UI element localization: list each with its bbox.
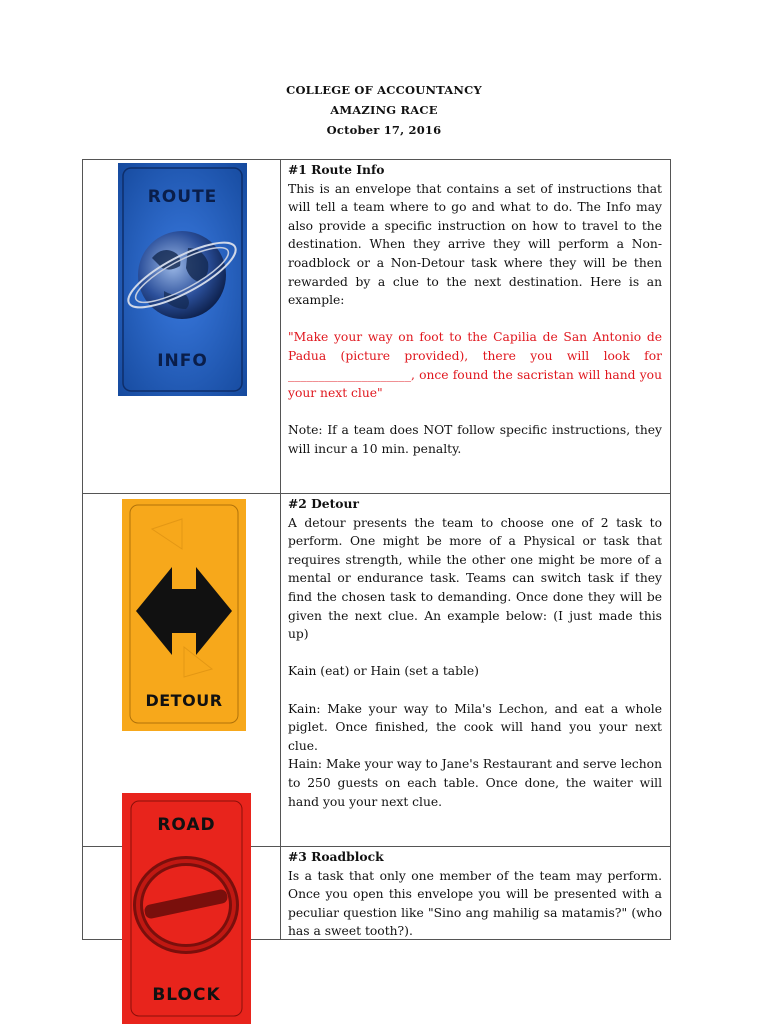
route-info-note: Note: If a team does NOT follow specific instructions, they will incur a 10 min. penalty.: [288, 423, 662, 456]
detour-kain: Kain: Make your way to Mila's Lechon, and eat a whole piglet. Once finished, the cook will hand you your next clue.: [288, 701, 662, 753]
detour-card-label: DETOUR: [145, 691, 223, 710]
detour-card: [122, 499, 246, 731]
roadblock-description: [288, 848, 662, 941]
event-date: October 17, 2016: [326, 123, 442, 137]
route-info-card: [118, 163, 247, 396]
table-row-divider: [82, 493, 671, 494]
detour-choices: Kain (eat) or Hain (set a table): [288, 664, 479, 679]
table-border-left: [82, 159, 83, 940]
roadblock-card-label-top: ROAD: [157, 815, 216, 835]
route-card-label-top: ROUTE: [147, 187, 218, 207]
roadblock-card-label-bottom: BLOCK: [152, 985, 221, 1005]
detour-title: #2 Detour: [288, 496, 359, 511]
detour-description: [288, 495, 662, 811]
roadblock-title: #3 Roadblock: [288, 849, 384, 864]
route-info-description: [288, 161, 662, 459]
event-title: AMAZING RACE: [330, 103, 438, 117]
table-column-divider: [280, 159, 281, 940]
table-border-right: [670, 159, 671, 940]
document-header: [0, 80, 768, 140]
roadblock-card: [122, 793, 251, 1024]
detour-hain: Hain: Make your way to Jane's Restaurant and serve lechon to 250 guests on each table. Once done, the waiter will hand you your next clue.: [288, 757, 662, 809]
route-info-title: #1 Route Info: [288, 162, 385, 177]
table-border-top: [82, 159, 671, 160]
route-info-paragraph: This is an envelope that contains a set of instructions that will tell a team where to go and what to do. The Info may also provide a specific instruction on how to travel to the destination. When they arrive they will perform a Non-roadblock or a Non-Detour task where they will be then rewarded by a clue to the next destination. Here is an example:: [288, 181, 662, 308]
detour-paragraph: A detour presents the team to choose one of 2 task to perform. One might be more of a Physical or task that requires strength, while the other one might be more of a mental or endurance task. Teams can switch task if they find the chosen task to demanding. Once done they will be given the next clue. An example below: (I just made this up): [288, 515, 662, 642]
route-info-example: "Make your way on foot to the Capilia de San Antonio de Padua (picture provided), there you will look for ____________________, once found the sacristan will hand you your next clue": [288, 330, 662, 401]
roadblock-paragraph: Is a task that only one member of the team may perform. Once you open this envelope you will be presented with a peculiar question like "Sino ang mahilig sa matamis?" (who has a sweet tooth?).: [288, 868, 662, 939]
college-title: COLLEGE OF ACCOUNTANCY: [286, 83, 482, 97]
route-card-label-bottom: INFO: [157, 351, 208, 371]
